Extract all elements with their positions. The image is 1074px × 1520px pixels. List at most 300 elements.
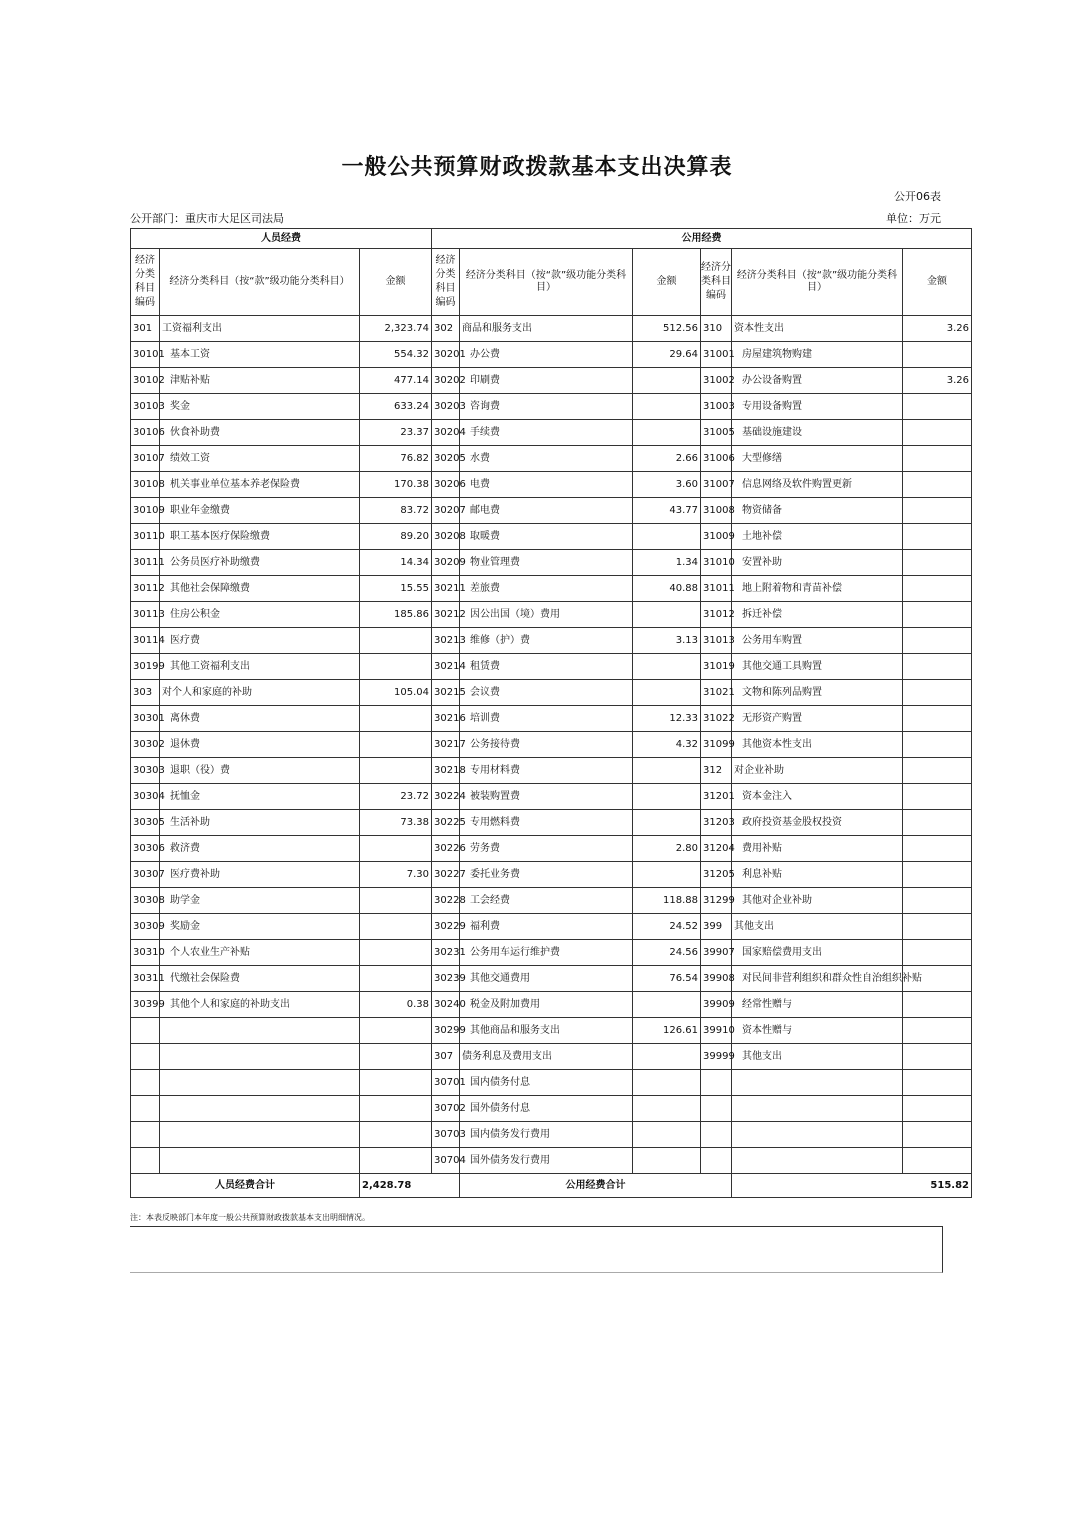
cell-amount [360, 966, 432, 992]
cell-code: 30114 [131, 628, 160, 654]
cell-amount [903, 992, 972, 1018]
cell-code [131, 1018, 160, 1044]
cell-code: 30301 [131, 706, 160, 732]
cell-code [131, 1096, 160, 1122]
cell-amount [360, 706, 432, 732]
cell-name: 物资储备 [732, 498, 903, 524]
cell-amount: 633.24 [360, 394, 432, 420]
table-row [131, 1018, 972, 1044]
cell-amount [903, 784, 972, 810]
table-row [131, 576, 972, 602]
cell-amount: 0.38 [360, 992, 432, 1018]
cell-code: 31005 [701, 420, 732, 446]
cell-amount [633, 524, 701, 550]
cell-name: 公务接待费 [460, 732, 633, 758]
cell-code: 310 [701, 316, 732, 342]
cell-code: 30303 [131, 758, 160, 784]
cell-amount: 89.20 [360, 524, 432, 550]
cell-name: 对民间非营利组织和群众性自治组织补贴 [732, 966, 903, 992]
table-row [131, 732, 972, 758]
form-number: 公开06表 [894, 190, 941, 203]
cell-amount [903, 1070, 972, 1096]
table-row [131, 992, 972, 1018]
cell-code: 39909 [701, 992, 732, 1018]
cell-name: 对个人和家庭的补助 [160, 680, 360, 706]
cell-amount: 24.56 [633, 940, 701, 966]
cell-amount: 2,323.74 [360, 316, 432, 342]
cell-amount [903, 1096, 972, 1122]
cell-name: 其他资本性支出 [732, 732, 903, 758]
cell-name: 国外债务付息 [460, 1096, 633, 1122]
table-row [131, 966, 972, 992]
cell-name: 无形资产购置 [732, 706, 903, 732]
cell-amount: 7.30 [360, 862, 432, 888]
cell-name: 费用补贴 [732, 836, 903, 862]
cell-amount [360, 940, 432, 966]
cell-name: 房屋建筑物购建 [732, 342, 903, 368]
cell-amount [903, 524, 972, 550]
col-header-amount: 金额 [903, 249, 972, 316]
cell-code: 30218 [432, 758, 460, 784]
col-header-amount: 金额 [360, 249, 432, 316]
cell-code: 31099 [701, 732, 732, 758]
table-row [131, 342, 972, 368]
cell-name: 安置补助 [732, 550, 903, 576]
table-row [131, 784, 972, 810]
cell-amount [360, 1070, 432, 1096]
cell-code: 30310 [131, 940, 160, 966]
cell-amount: 554.32 [360, 342, 432, 368]
cell-code: 30311 [131, 966, 160, 992]
cell-name: 资本性支出 [732, 316, 903, 342]
cell-amount [903, 472, 972, 498]
cell-name: 助学金 [160, 888, 360, 914]
cell-name: 职工基本医疗保险缴费 [160, 524, 360, 550]
table-row [131, 706, 972, 732]
cell-name: 其他个人和家庭的补助支出 [160, 992, 360, 1018]
cell-name: 委托业务费 [460, 862, 633, 888]
col-header-name: 经济分类科目（按“款”级功能分类科目） [160, 249, 360, 316]
cell-code: 30308 [131, 888, 160, 914]
cell-code: 30399 [131, 992, 160, 1018]
cell-amount: 76.54 [633, 966, 701, 992]
cell-name: 国家赔偿费用支出 [732, 940, 903, 966]
cell-amount: 23.72 [360, 784, 432, 810]
cell-code: 30702 [432, 1096, 460, 1122]
cell-code: 31010 [701, 550, 732, 576]
cell-amount [633, 654, 701, 680]
cell-code: 31299 [701, 888, 732, 914]
cell-code: 31021 [701, 680, 732, 706]
cell-amount [633, 810, 701, 836]
cell-amount: 118.88 [633, 888, 701, 914]
col-header-name: 经济分类科目（按“款”级功能分类科目） [732, 249, 903, 316]
cell-amount [360, 758, 432, 784]
cell-code: 30207 [432, 498, 460, 524]
cell-code: 30304 [131, 784, 160, 810]
cell-name: 商品和服务支出 [460, 316, 633, 342]
cell-name: 医疗费补助 [160, 862, 360, 888]
table-row [131, 602, 972, 628]
cell-code: 30703 [432, 1122, 460, 1148]
cell-code: 30112 [131, 576, 160, 602]
cell-name: 住房公积金 [160, 602, 360, 628]
cell-code: 30209 [432, 550, 460, 576]
cell-name: 国内债务付息 [460, 1070, 633, 1096]
cell-code: 30199 [131, 654, 160, 680]
cell-code: 31008 [701, 498, 732, 524]
cell-amount [903, 914, 972, 940]
cell-code: 31002 [701, 368, 732, 394]
cell-amount [903, 654, 972, 680]
personnel-total-value: 2,428.78 [360, 1174, 460, 1198]
cell-name: 文物和陈列品购置 [732, 680, 903, 706]
cell-amount [903, 680, 972, 706]
table-row [131, 1096, 972, 1122]
table-row [131, 420, 972, 446]
public-group-header: 公用经费 [432, 229, 972, 249]
cell-amount [903, 758, 972, 784]
cell-name: 会议费 [460, 680, 633, 706]
cell-code: 30204 [432, 420, 460, 446]
cell-amount [903, 498, 972, 524]
table-note: 注：本表反映部门本年度一般公共预算财政拨款基本支出明细情况。 [130, 1213, 370, 1222]
cell-code: 30212 [432, 602, 460, 628]
cell-amount [360, 732, 432, 758]
cell-name: 伙食补助费 [160, 420, 360, 446]
cell-code: 31009 [701, 524, 732, 550]
cell-code: 30110 [131, 524, 160, 550]
cell-amount [903, 628, 972, 654]
public-total-value: 515.82 [732, 1174, 972, 1198]
table-row [131, 1044, 972, 1070]
cell-code: 30309 [131, 914, 160, 940]
cell-code: 30213 [432, 628, 460, 654]
page-title: 一般公共预算财政拨款基本支出决算表 [341, 155, 733, 180]
table-row [131, 1148, 972, 1174]
cell-name [732, 1096, 903, 1122]
cell-name: 生活补助 [160, 810, 360, 836]
personnel-total-label: 人员经费合计 [131, 1174, 360, 1198]
public-total-label: 公用经费合计 [460, 1174, 732, 1198]
table-row [131, 862, 972, 888]
cell-code: 30704 [432, 1148, 460, 1174]
cell-code: 30103 [131, 394, 160, 420]
cell-code: 31003 [701, 394, 732, 420]
table-row [131, 940, 972, 966]
cell-amount [360, 1096, 432, 1122]
cell-code: 30216 [432, 706, 460, 732]
cell-amount [903, 888, 972, 914]
expenditure-table [130, 228, 972, 1198]
cell-amount: 14.34 [360, 550, 432, 576]
cell-amount [903, 940, 972, 966]
cell-amount [903, 342, 972, 368]
cell-name: 办公设备购置 [732, 368, 903, 394]
cell-amount [903, 1018, 972, 1044]
cell-code: 30214 [432, 654, 460, 680]
cell-amount [360, 836, 432, 862]
cell-code: 312 [701, 758, 732, 784]
table-row [131, 680, 972, 706]
cell-name: 退职（役）费 [160, 758, 360, 784]
cell-name: 基础设施建设 [732, 420, 903, 446]
cell-name [160, 1018, 360, 1044]
cell-code: 30206 [432, 472, 460, 498]
cell-amount [633, 1044, 701, 1070]
cell-code: 31001 [701, 342, 732, 368]
cell-amount [633, 758, 701, 784]
cell-code: 31013 [701, 628, 732, 654]
cell-code: 31201 [701, 784, 732, 810]
cell-name [160, 1044, 360, 1070]
cell-code [701, 1122, 732, 1148]
cell-name: 机关事业单位基本养老保险费 [160, 472, 360, 498]
cell-amount [633, 1122, 701, 1148]
cell-code: 30211 [432, 576, 460, 602]
cell-name [732, 1070, 903, 1096]
cell-name: 医疗费 [160, 628, 360, 654]
cell-name: 劳务费 [460, 836, 633, 862]
cell-amount [903, 576, 972, 602]
cell-name: 其他支出 [732, 1044, 903, 1070]
cell-name: 维修（护）费 [460, 628, 633, 654]
cell-code: 30306 [131, 836, 160, 862]
cell-code: 31006 [701, 446, 732, 472]
cell-code: 39910 [701, 1018, 732, 1044]
cell-code: 30227 [432, 862, 460, 888]
cell-code: 30701 [432, 1070, 460, 1096]
cell-amount: 73.38 [360, 810, 432, 836]
cell-name [160, 1148, 360, 1174]
cell-name [732, 1122, 903, 1148]
cell-code: 39999 [701, 1044, 732, 1070]
cell-code: 39907 [701, 940, 732, 966]
cell-code [131, 1044, 160, 1070]
cell-name: 利息补贴 [732, 862, 903, 888]
cell-code: 30226 [432, 836, 460, 862]
cell-name [160, 1122, 360, 1148]
cell-name: 其他商品和服务支出 [460, 1018, 633, 1044]
cell-amount [903, 1122, 972, 1148]
table-row [131, 914, 972, 940]
col-header-code: 经济分类科目编码 [432, 249, 460, 316]
cell-name: 经常性赠与 [732, 992, 903, 1018]
cell-code: 30217 [432, 732, 460, 758]
cell-name: 基本工资 [160, 342, 360, 368]
cell-name: 租赁费 [460, 654, 633, 680]
cell-name: 手续费 [460, 420, 633, 446]
cell-name: 个人农业生产补贴 [160, 940, 360, 966]
cell-code: 30107 [131, 446, 160, 472]
cell-name: 津贴补贴 [160, 368, 360, 394]
table-row [131, 888, 972, 914]
cell-code: 30240 [432, 992, 460, 1018]
cell-name: 拆迁补偿 [732, 602, 903, 628]
cell-amount: 29.64 [633, 342, 701, 368]
cell-name: 工会经费 [460, 888, 633, 914]
cell-name: 资本金注入 [732, 784, 903, 810]
cell-name: 其他对企业补助 [732, 888, 903, 914]
cell-name: 福利费 [460, 914, 633, 940]
cell-code: 30106 [131, 420, 160, 446]
cell-code: 30225 [432, 810, 460, 836]
cell-name: 公务员医疗补助缴费 [160, 550, 360, 576]
cell-name: 咨询费 [460, 394, 633, 420]
cell-code: 30109 [131, 498, 160, 524]
cell-name: 办公费 [460, 342, 633, 368]
cell-name: 水费 [460, 446, 633, 472]
table-row [131, 368, 972, 394]
col-header-name: 经济分类科目（按“款”级功能分类科目） [460, 249, 633, 316]
cell-name: 因公出国（境）费用 [460, 602, 633, 628]
table-row [131, 628, 972, 654]
cell-name: 专用设备购置 [732, 394, 903, 420]
cell-code: 30208 [432, 524, 460, 550]
cell-code: 31011 [701, 576, 732, 602]
cell-amount [633, 602, 701, 628]
table-row [131, 836, 972, 862]
cell-code [131, 1148, 160, 1174]
cell-code: 30111 [131, 550, 160, 576]
cell-code: 30229 [432, 914, 460, 940]
table-row [131, 394, 972, 420]
cell-amount [903, 602, 972, 628]
cell-code: 30113 [131, 602, 160, 628]
cell-name: 离休费 [160, 706, 360, 732]
personnel-group-header: 人员经费 [131, 229, 432, 249]
cell-name [160, 1096, 360, 1122]
cell-code: 30102 [131, 368, 160, 394]
cell-name: 物业管理费 [460, 550, 633, 576]
cell-code: 30101 [131, 342, 160, 368]
cell-code: 31007 [701, 472, 732, 498]
cell-amount [903, 732, 972, 758]
cell-name: 奖金 [160, 394, 360, 420]
cell-name: 税金及附加费用 [460, 992, 633, 1018]
cell-amount [903, 1148, 972, 1174]
cell-code: 30239 [432, 966, 460, 992]
cell-name: 培训费 [460, 706, 633, 732]
cell-amount [903, 550, 972, 576]
table-row [131, 1122, 972, 1148]
cell-name: 专用材料费 [460, 758, 633, 784]
cell-amount [633, 862, 701, 888]
cell-amount [633, 784, 701, 810]
department-label: 公开部门：重庆市大足区司法局 [130, 212, 284, 225]
cell-code: 31205 [701, 862, 732, 888]
cell-amount [633, 680, 701, 706]
cell-name: 其他工资福利支出 [160, 654, 360, 680]
cell-amount [903, 1044, 972, 1070]
table-row [131, 524, 972, 550]
cell-code [701, 1096, 732, 1122]
cell-code: 31019 [701, 654, 732, 680]
cell-name: 奖励金 [160, 914, 360, 940]
cell-code: 30231 [432, 940, 460, 966]
col-header-code: 经济分类科目编码 [131, 249, 160, 316]
cell-name: 公务用车购置 [732, 628, 903, 654]
cell-code: 303 [131, 680, 160, 706]
col-header-amount: 金额 [633, 249, 701, 316]
cell-name: 其他社会保障缴费 [160, 576, 360, 602]
cell-name: 其他支出 [732, 914, 903, 940]
table-row [131, 654, 972, 680]
cell-amount: 12.33 [633, 706, 701, 732]
cell-name: 资本性赠与 [732, 1018, 903, 1044]
cell-name: 国外债务发行费用 [460, 1148, 633, 1174]
cell-name: 抚恤金 [160, 784, 360, 810]
table-row [131, 758, 972, 784]
table-row [131, 316, 972, 342]
cell-code: 31022 [701, 706, 732, 732]
cell-code: 30299 [432, 1018, 460, 1044]
cell-amount [903, 810, 972, 836]
cell-amount [633, 420, 701, 446]
cell-name: 差旅费 [460, 576, 633, 602]
cell-amount: 2.66 [633, 446, 701, 472]
cell-amount: 3.13 [633, 628, 701, 654]
cell-amount: 477.14 [360, 368, 432, 394]
cell-amount [360, 628, 432, 654]
cell-code: 30205 [432, 446, 460, 472]
cell-amount [903, 394, 972, 420]
cell-code: 31203 [701, 810, 732, 836]
cell-name: 公务用车运行维护费 [460, 940, 633, 966]
cell-amount: 3.60 [633, 472, 701, 498]
cell-amount [633, 1096, 701, 1122]
cell-amount: 3.26 [903, 368, 972, 394]
cell-code: 39908 [701, 966, 732, 992]
cell-amount: 24.52 [633, 914, 701, 940]
cell-amount [633, 368, 701, 394]
table-row [131, 1070, 972, 1096]
cell-amount [360, 1044, 432, 1070]
cell-amount [633, 394, 701, 420]
cell-amount: 185.86 [360, 602, 432, 628]
cell-name: 工资福利支出 [160, 316, 360, 342]
cell-code [701, 1070, 732, 1096]
cell-amount [633, 992, 701, 1018]
cell-code: 30108 [131, 472, 160, 498]
cell-name: 印刷费 [460, 368, 633, 394]
cell-amount [633, 1070, 701, 1096]
cell-code: 30224 [432, 784, 460, 810]
cell-amount: 105.04 [360, 680, 432, 706]
cell-amount [903, 446, 972, 472]
cell-amount [633, 1148, 701, 1174]
cell-amount [360, 654, 432, 680]
cell-name: 电费 [460, 472, 633, 498]
cell-name: 地上附着物和青苗补偿 [732, 576, 903, 602]
table-row [131, 550, 972, 576]
cell-amount: 1.34 [633, 550, 701, 576]
cell-name: 邮电费 [460, 498, 633, 524]
cell-name: 土地补偿 [732, 524, 903, 550]
cell-name [160, 1070, 360, 1096]
cell-amount [360, 1122, 432, 1148]
cell-code: 30305 [131, 810, 160, 836]
cell-amount: 170.38 [360, 472, 432, 498]
cell-amount: 4.32 [633, 732, 701, 758]
unit-label: 单位：万元 [886, 212, 941, 225]
cell-code: 31204 [701, 836, 732, 862]
table-row [131, 472, 972, 498]
cell-name: 其他交通费用 [460, 966, 633, 992]
cell-name: 对企业补助 [732, 758, 903, 784]
cell-code: 30201 [432, 342, 460, 368]
cell-amount [360, 914, 432, 940]
